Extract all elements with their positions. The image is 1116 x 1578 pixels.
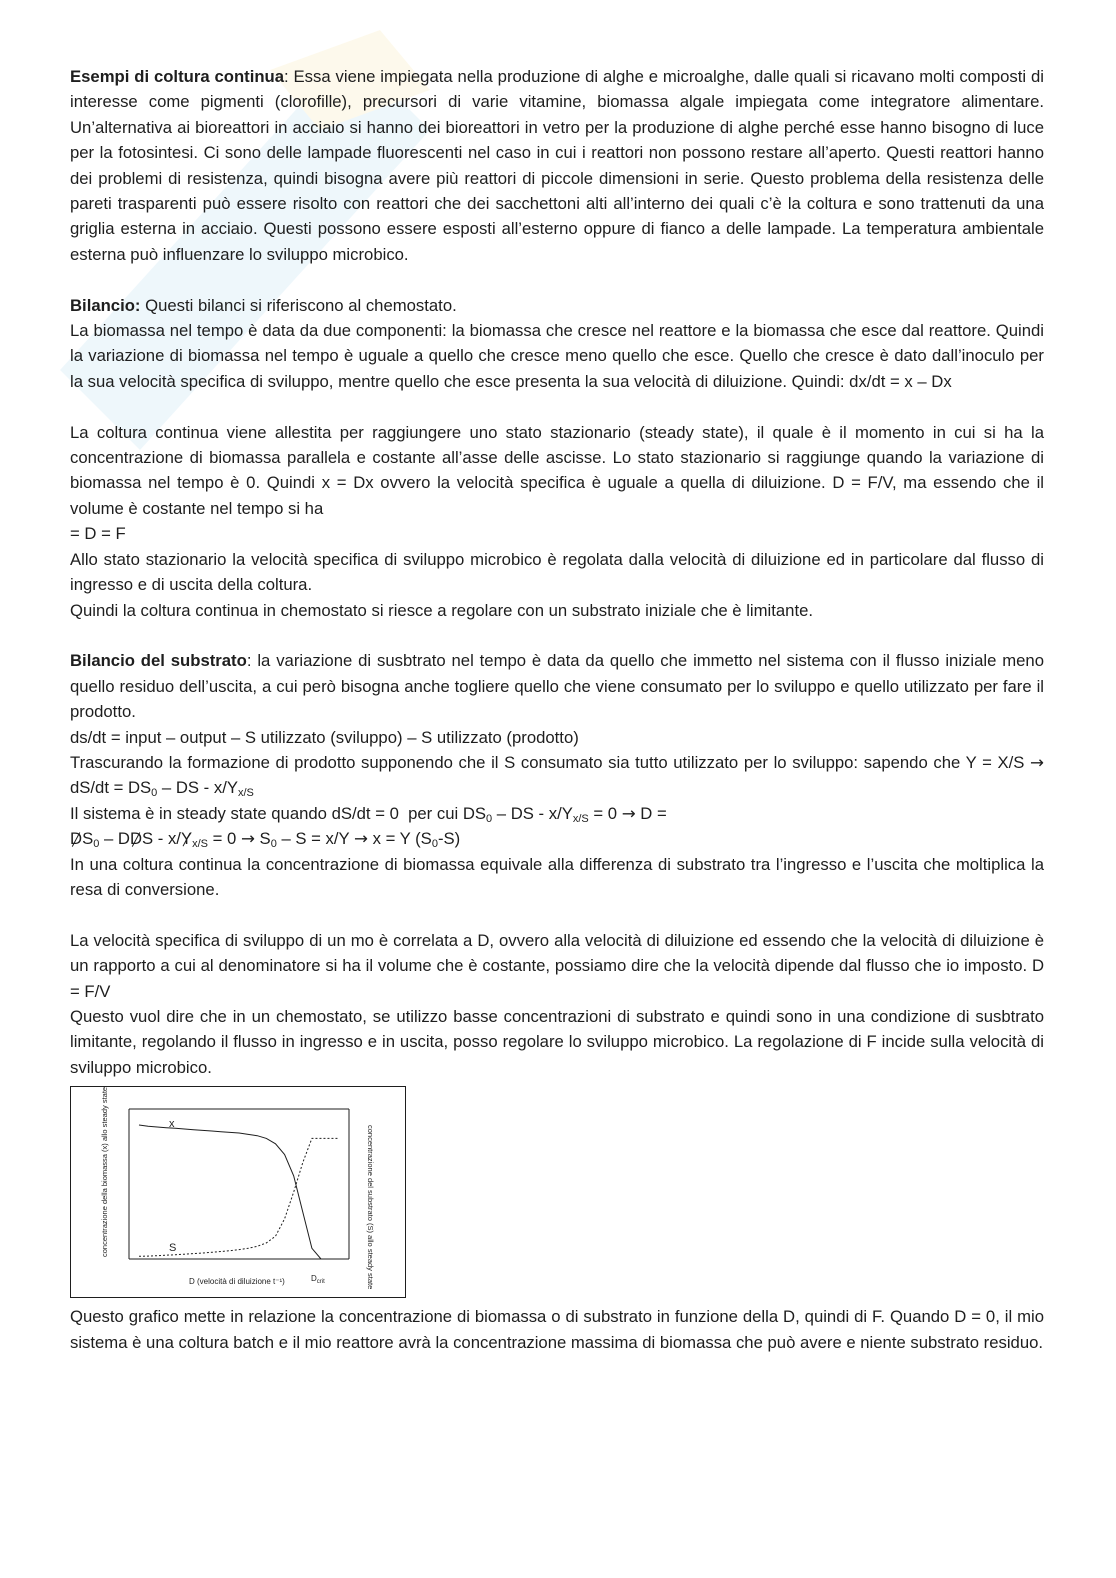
text-steady-state-regulation: Allo stato stazionario la velocità specifica di sviluppo microbico è regolata dalla velocità di diluizione ed in particolare dal flusso di ingresso e di uscita della coltura. — [70, 549, 1044, 595]
series-x-line — [139, 1125, 321, 1259]
text-chemostat-regulation: Quindi la coltura continua in chemostato si riesce a regolare con un substrato iniziale che è limitante. — [70, 600, 813, 620]
arrow-icon: → — [621, 802, 636, 823]
y-axis-label-right-text: concentrazione del substrato (S) allo steady state — [366, 1125, 375, 1290]
y-axis-label-left-text: concentrazione della biomassa (x) allo steady state — [100, 1087, 109, 1258]
text-steady-state: La coltura continua viene allestita per raggiungere uno stato stazionario (steady state), il quale è il momento in cui si ha la concentrazione di biomassa parallela e costante all’asse delle ascisse. Lo stato stazionario si raggiunge quando la variazione di biomassa nel tempo è 0. Quindi x = Dx ovvero la velocità specifica è uguale a quella di diluizione. D = F/V, ma essendo che il volume è costante nel tempo si ha — [70, 422, 1044, 518]
paragraph-grafico: Questo grafico mette in relazione la concentrazione di biomassa o di substrato in funzione della D, quindi di F. Quando D = 0, il mio sistema è una coltura batch e il mio reattore avrà la concentrazione massima di biomassa che può avere e niente substrato residuo. — [70, 1307, 1044, 1352]
text-esempi: : Essa viene impiegata nella produzione di alghe e microalghe, dalle quali si ricavano molti composti di interesse come pigmenti (clorofille), precursori di varie vitamine, biomassa algale impiegata come integratore alimentare. Un’alternativa ai bioreattori in acciaio si hanno dei bioreattori in vetro per la produzione di alghe perché esse hanno bisogno di luce per la fotosintesi. Ci sono delle lampade fluorescenti nel caso in cui i reattori non possono restare all’aperto. Questi reattori hanno dei problemi di resistenza, quindi bisogna avere più reattori di piccole dimensioni in serie. Questo problema della resistenza delle pareti trasparenti può essere risolto con reattori che dei sacchettoni alti all’interno dei quali c’è la coltura e sono trattenuti da una griglia esterna in acciaio. Questi possono essere esposti all’esterno oppure di fianco a delle lampade. La temperatura ambientale esterna può influenzare lo sviluppo microbico. — [70, 67, 1044, 264]
chemostat-chart — [70, 1086, 406, 1298]
text-velocita: La velocità specifica di sviluppo di un mo è correlata a D, ovvero alla velocità di diluizione ed essendo che la velocità di diluizione è un rapporto a cui al denominatore si ha il volume che è costante, possiamo dire che la velocità dipende dal flusso che io imposto. D = F/V — [70, 930, 1044, 1001]
paragraph-substrato: Bilancio del substrato: la variazione di susbtrato nel tempo è data da quello che immetto nel sistema con il flusso iniziale meno quello residuo dell’uscita, a cui però bisogna anche togliere quello che viene consumato per lo sviluppo e quello utilizzato per fare il prodotto. ds/dt = input – output – S utilizzato (sviluppo) – S utilizzato (prodotto) Trascurando la formazione di prodotto supponendo che il S consumato sia tutto utilizzato per lo sviluppo: sapendo che $Y = X/S \to dS/dt = DS_0$ – DS - $x/Y_{x/S}$ — [70, 651, 1044, 800]
chart-svg — [71, 1087, 407, 1299]
arrow-icon: → — [353, 828, 368, 849]
paragraph-colture — [70, 64, 1044, 267]
arrow-icon: → — [1030, 751, 1044, 772]
equation-ds-dt: ds/dt = input – output – S utilizzato (sviluppo) – S utilizzato (prodotto) — [70, 727, 579, 747]
arrow-icon: → — [240, 828, 255, 849]
paragraph-velocita — [70, 928, 1044, 1080]
paragraph-bilancio — [70, 293, 1044, 395]
heading-substrato: Bilancio del substrato — [70, 651, 247, 671]
text-chemostato-flusso: Questo vuol dire che in un chemostato, se utilizzo basse concentrazioni di substrato e quindi sono in una condizione di susbtrato limitante, regolando il flusso in ingresso e in uscita, posso regolare lo sviluppo microbico. La regolazione di F incide sulla velocità di sviluppo microbico. — [70, 1006, 1044, 1077]
text-substrato: : la variazione di susbtrato nel tempo è data da quello che immetto nel sistema con il flusso iniziale meno quello residuo dell’uscita, a cui però bisogna anche togliere quello che viene consumato per lo sviluppo e quello utilizzato per fare il prodotto. — [70, 651, 1044, 722]
text-trascurando: Trascurando la formazione di prodotto supponendo che il S consumato sia tutto utilizzato per lo sviluppo: sapendo che Y = X/S — [70, 752, 1031, 772]
paragraph-steady-state — [70, 420, 1044, 623]
series-s-label: S — [169, 1242, 177, 1255]
x-axis-label: D (velocità di diluizione t⁻¹) — [189, 1277, 285, 1287]
heading-esempi: Esempi di coltura continua — [70, 67, 285, 86]
text-bilancio-intro: Questi bilanci si riferiscono al chemostato. — [140, 295, 457, 315]
x-tick-dcrit: $D_{crit}$ — [311, 1274, 325, 1286]
equation-d-f: = D = F — [70, 524, 126, 544]
document-page — [70, 64, 1044, 1355]
equation-steady-state: Il sistema è in steady state quando dS/dt = 0 per cui $DS_0$ – DS - $x/Y_{x/S} = 0 \to D$ = — [70, 802, 667, 825]
y-axis-label-right — [366, 1125, 375, 1289]
series-x-label: x — [169, 1118, 175, 1131]
equation-simplification: $DS_0$ – DDS - $x/Y_{x/S} = 0 \to S_0 - S = x/Y \to x = Y$ $(S_0-S)$ — [70, 828, 461, 851]
text-bilancio-body: La biomassa nel tempo è data da due componenti: la biomassa che cresce nel reattore e la biomassa che esce dal reattore. Quindi la variazione di biomassa nel tempo è uguale a quello che cresce meno quello che esce. Quello che cresce è dato dall’inoculo per la sua velocità specifica di sviluppo, mentre quello che esce presenta la sua velocità di diluizione. Quindi: dx/dt = x – Dx — [70, 321, 1044, 391]
y-axis-label-left — [100, 1087, 109, 1257]
heading-bilancio: Bilancio: — [70, 295, 141, 315]
text-conclusion-substrato: In una coltura continua la concentrazione di biomassa equivale alla differenza di substrato tra l’ingresso e l’uscita che moltiplica la resa di conversione. — [70, 854, 1044, 899]
